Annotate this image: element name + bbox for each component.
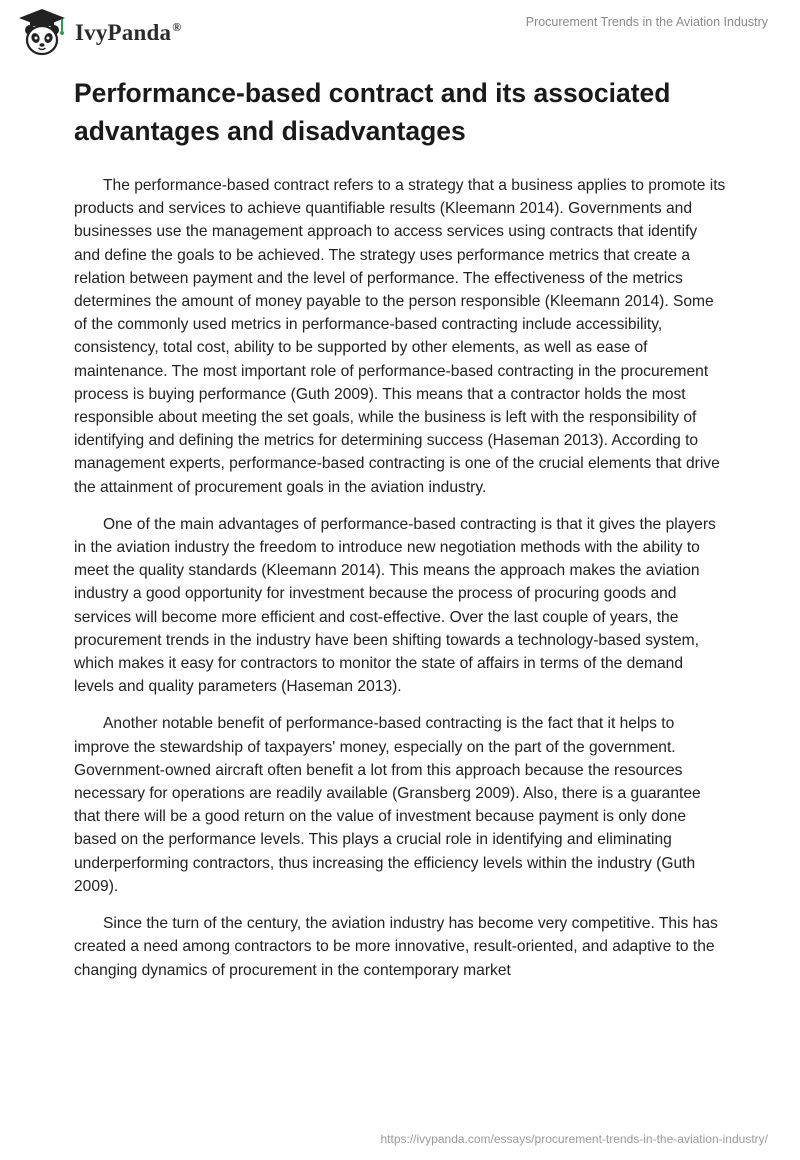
- paragraph: The performance-based contract refers to a strategy that a business applies to promote its products and services to achieve quantifiable results (Kleemann 2014). Governments and businesses use the management approach to access services using contracts that identify and define the goals to be achieved. The strategy uses performance metrics that create a relation between payment and the level of performance. The effectiveness of the metrics determines the amount of money payable to the person responsible (Kleemann 2014). Some of the commonly used metrics in performance-based contracting include accessibility, consistency, total cost, ability to be supported by other elements, as well as ease of maintenance. The most important role of performance-based contracting in the procurement process is buying performance (Guth 2009). This means that a contractor holds the most responsible about meeting the set goals, while the business is left with the responsibility of identifying and defining the metrics for determining success (Haseman 2013). According to management experts, performance-based contracting is one of the crucial elements that drive the attainment of procurement goals in the aviation industry.: [74, 177, 726, 496]
- site-logo[interactable]: [15, 6, 181, 60]
- article-heading: Performance-based contract and its associated advantages and disadvantages: [74, 78, 671, 146]
- article-body: [74, 174, 726, 996]
- panda-graduate-logo-icon: [15, 6, 69, 60]
- paragraph: One of the main advantages of performance-based contracting is that it gives the players in the aviation industry the freedom to introduce new negotiation methods with the ability to meet the quality standards (Kleemann 2014). This means the approach makes the aviation industry a good opportunity for investment because the process of procuring goods and services will become more efficient and cost-effective. Over the last couple of years, the procurement trends in the industry have been shifting towards a technology-based system, which makes it easy for contractors to monitor the state of affairs in terms of the demand levels and quality parameters (Haseman 2013).: [74, 515, 716, 696]
- source-url[interactable]: https://ivypanda.com/essays/procurement-trends-in-the-aviation-industry/: [380, 1132, 768, 1146]
- page-header: [0, 0, 800, 64]
- document-title: Procurement Trends in the Aviation Industry: [525, 15, 768, 29]
- brand-name: IvyPanda®: [75, 20, 182, 45]
- paragraph: Another notable benefit of performance-based contracting is the fact that it helps to improve the stewardship of taxpayers' money, especially on the part of the government. Government-owned aircraft often benefit a lot from this approach because the resources necessary for operations are readily available (Gransberg 2009). Also, there is a guarantee that there will be a good return on the value of investment because payment is only done based on the performance levels. This plays a crucial role in identifying and eliminating underperforming contractors, thus increasing the efficiency levels within the industry (Guth 2009).: [74, 715, 701, 895]
- paragraph: Since the turn of the century, the aviation industry has become very competitive. This has created a need among contractors to be more innovative, result-oriented, and adaptive to the changing dynamics of procurement in the contemporary market: [74, 915, 718, 979]
- registered-mark: ®: [172, 20, 182, 35]
